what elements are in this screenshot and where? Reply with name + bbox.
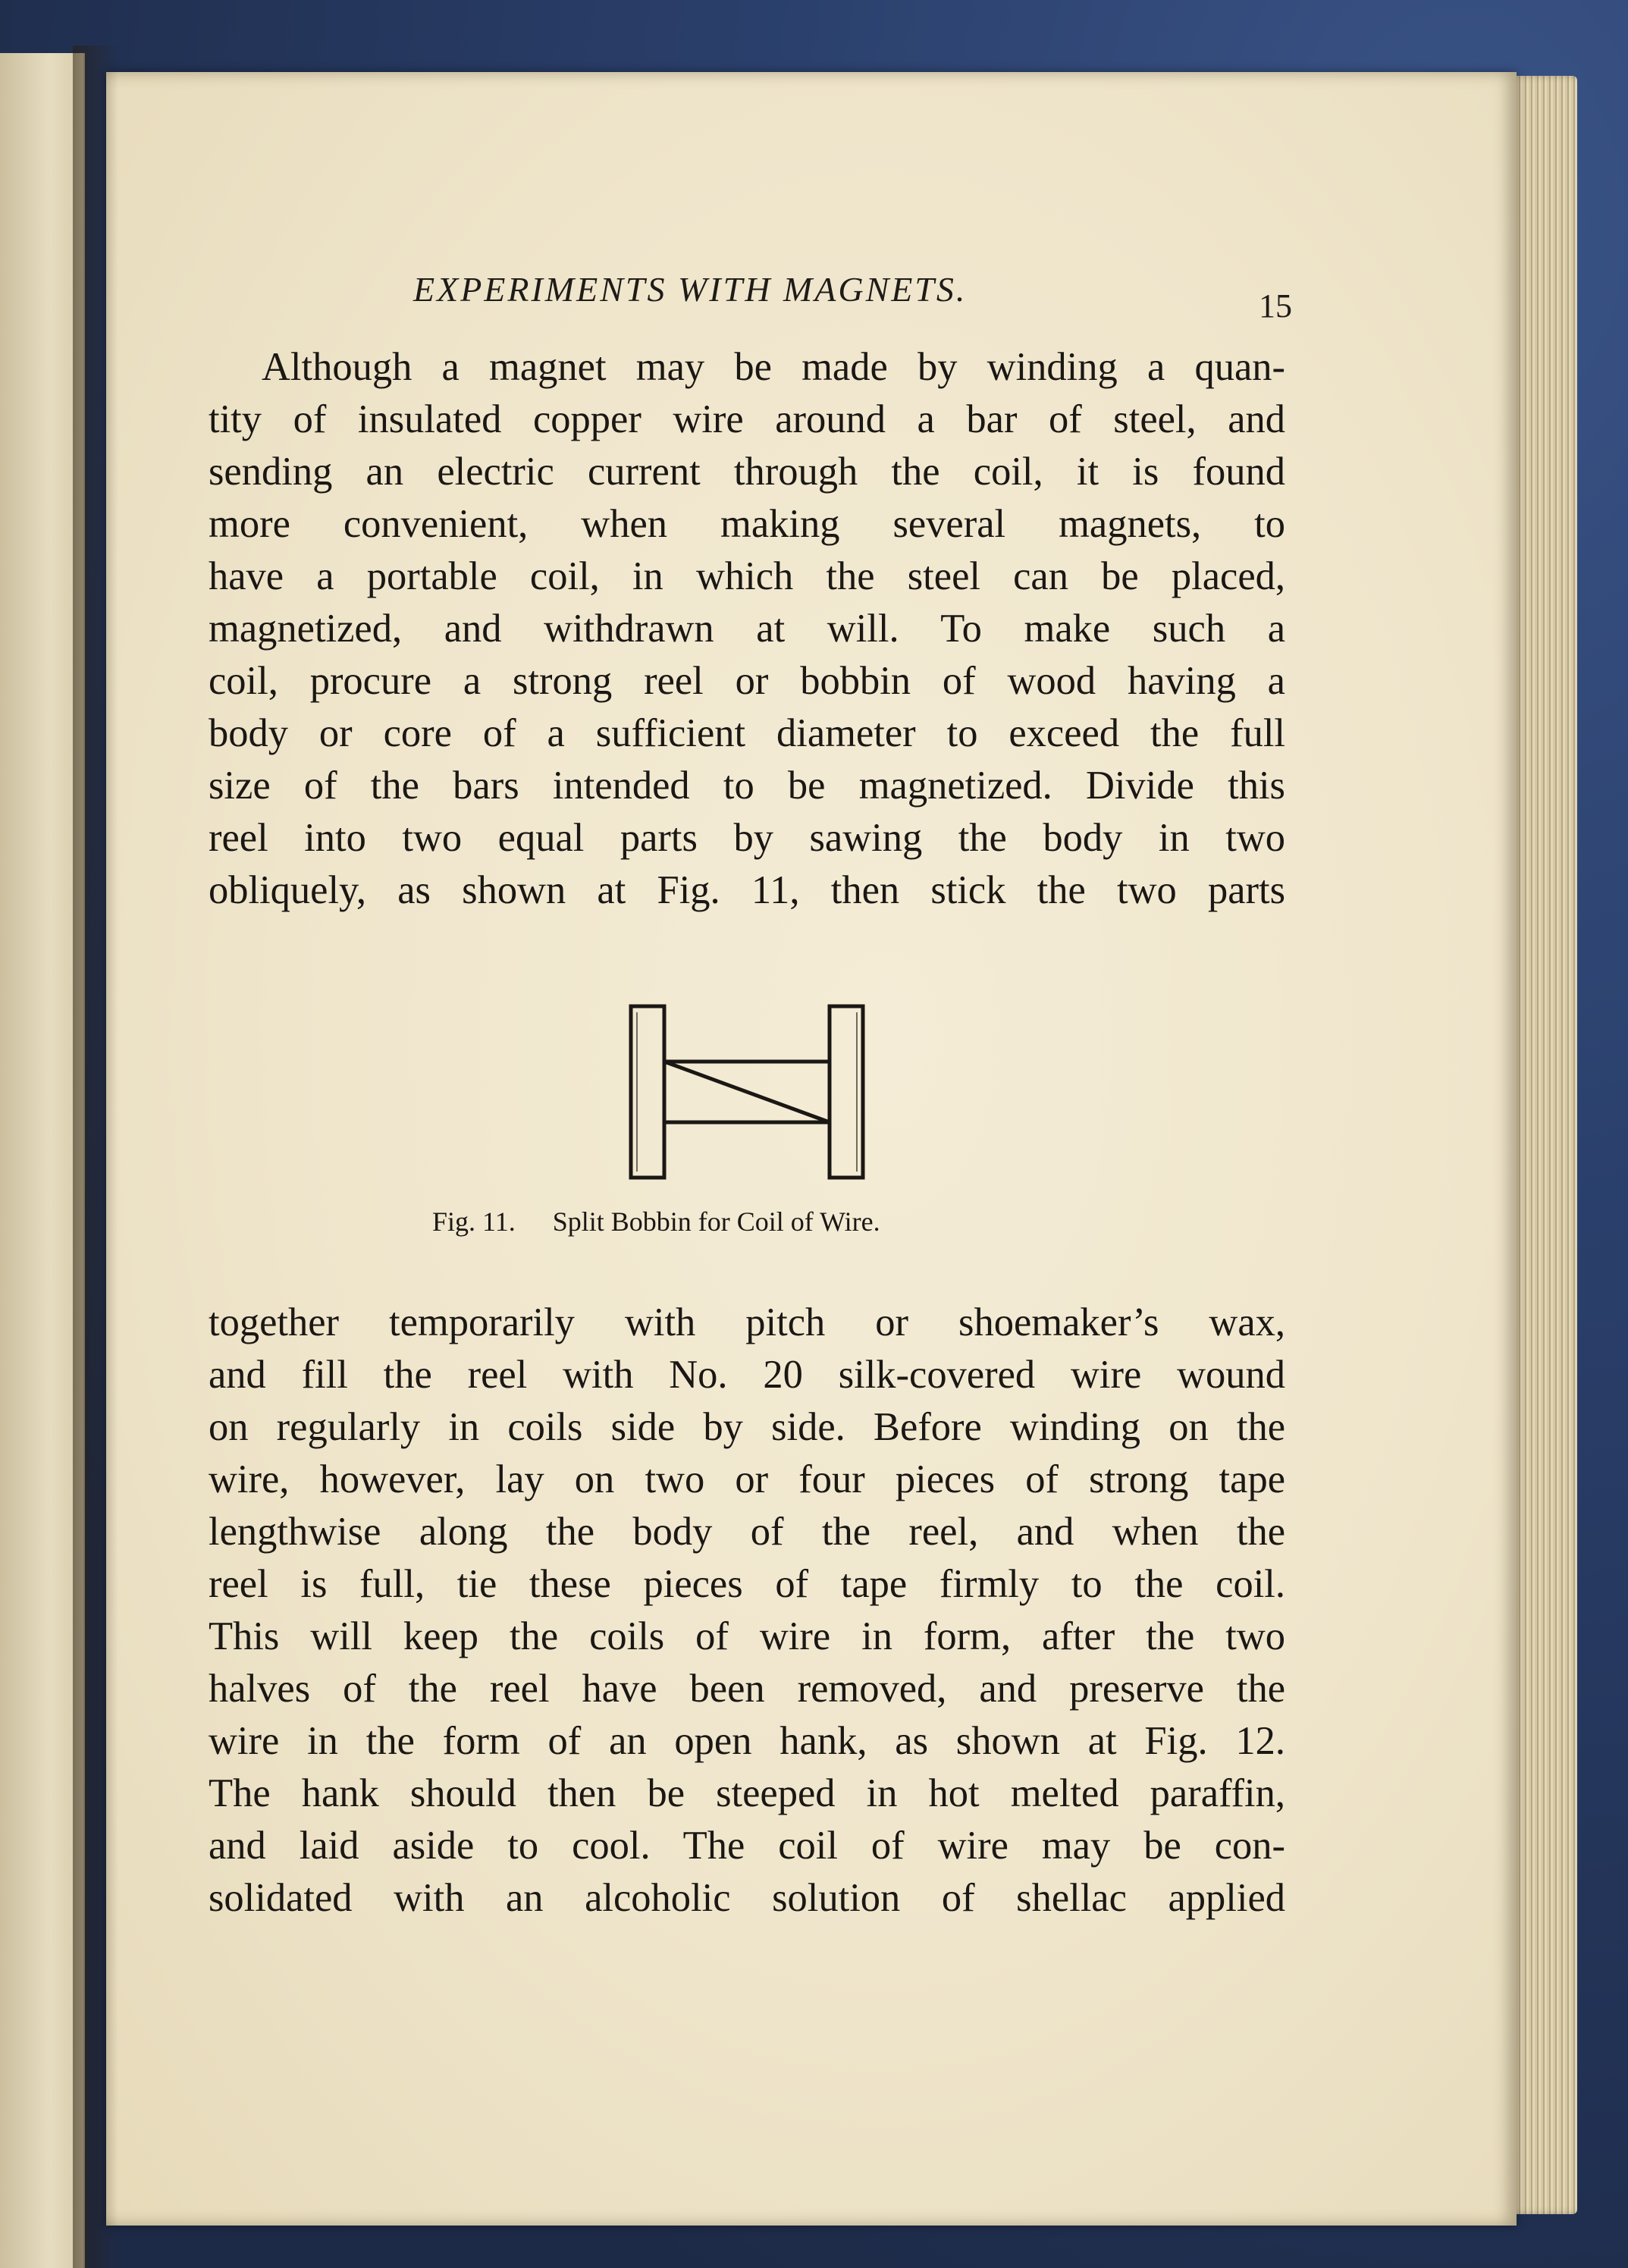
- text-line: solidated with an alcoholic solution of shellac applied: [209, 1876, 1285, 1920]
- text-line: This will keep the coils of wire in form, after the two: [209, 1614, 1285, 1658]
- text-line: reel is full, tie these pieces of tape firmly to the coil.: [209, 1562, 1285, 1606]
- gutter-shadow: [73, 45, 118, 2268]
- text-line: coil, procure a strong reel or bobbin of wood having a: [209, 659, 1285, 703]
- text-line: The hank should then be steeped in hot melted paraffin,: [209, 1771, 1285, 1815]
- text-line: more convenient, when making several magnets, to: [209, 502, 1285, 546]
- split-bobbin-icon: [622, 997, 872, 1187]
- text-line: tity of insulated copper wire around a bar of steel, and: [209, 397, 1285, 441]
- text-line: have a portable coil, in which the steel can be placed,: [209, 554, 1285, 598]
- text-line: and fill the reel with No. 20 silk-covered wire wound: [209, 1353, 1285, 1397]
- text-line: magnetized, and withdrawn at will. To make such a: [209, 607, 1285, 651]
- text-line: Although a magnet may be made by winding a quan-: [262, 345, 1285, 389]
- paragraph-1: [209, 341, 1285, 917]
- text-line: on regularly in coils side by side. Before winding on the: [209, 1405, 1285, 1449]
- text-line: wire, however, lay on two or four pieces of strong tape: [209, 1457, 1285, 1501]
- text-line: size of the bars intended to be magnetized. Divide this: [209, 764, 1285, 808]
- figure-caption-text: Split Bobbin for Coil of Wire.: [552, 1206, 880, 1237]
- text-line: halves of the reel have been removed, and preserve the: [209, 1667, 1285, 1711]
- text-line: sending an electric current through the coil, it is found: [209, 450, 1285, 494]
- text-line: body or core of a sufficient diameter to exceed the full: [209, 711, 1285, 755]
- text-line: reel into two equal parts by sawing the body in two: [209, 816, 1285, 860]
- page-number: 15: [1259, 287, 1292, 325]
- running-head: EXPERIMENTS WITH MAGNETS.: [413, 270, 968, 309]
- split-bobbin-illustration: [622, 997, 872, 1187]
- text-line: wire in the form of an open hank, as shown at Fig. 12.: [209, 1719, 1285, 1763]
- text-line: together temporarily with pitch or shoemaker’s wax,: [209, 1300, 1285, 1344]
- figure-label: Fig. 11.: [432, 1206, 516, 1237]
- text-line: obliquely, as shown at Fig. 11, then stick the two parts: [209, 868, 1285, 912]
- paragraph-2: [209, 1297, 1285, 1925]
- figure-caption: [432, 1206, 880, 1238]
- text-line: lengthwise along the body of the reel, and when the: [209, 1510, 1285, 1554]
- text-line: and laid aside to cool. The coil of wire may be con-: [209, 1824, 1285, 1868]
